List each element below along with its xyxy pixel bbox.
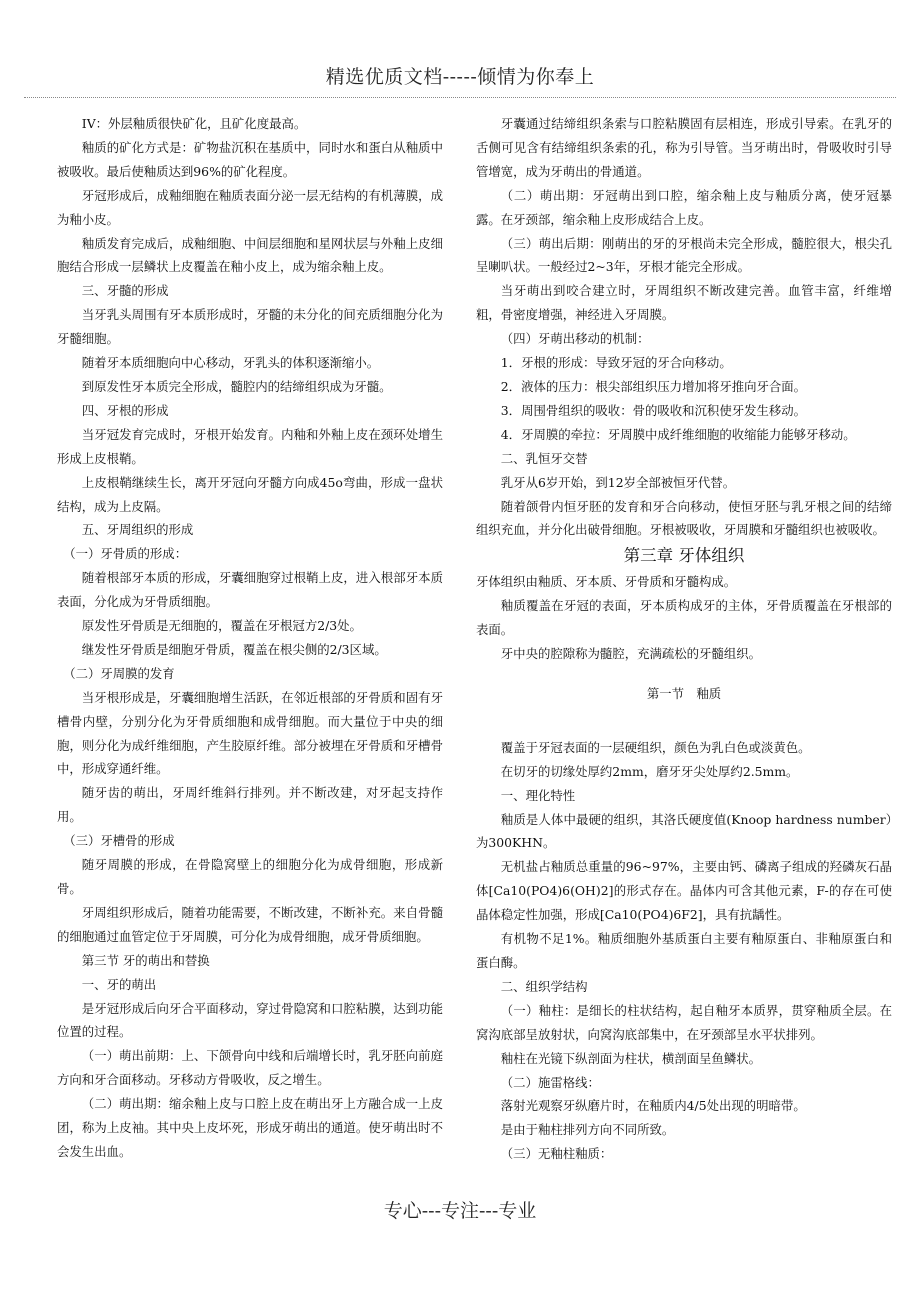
paragraph: 有机物不足1%。釉质细胞外基质蛋白主要有釉原蛋白、非釉原蛋白和蛋白酶。 bbox=[476, 931, 892, 970]
heading: 二、组织学结构 bbox=[500, 978, 588, 994]
subheading: （四）牙萌出移动的机制： bbox=[500, 331, 650, 347]
heading: 一、牙的萌出 bbox=[81, 976, 157, 992]
heading: 四、牙根的形成 bbox=[81, 402, 169, 418]
paragraph: 釉质的矿化方式是：矿物盐沉积在基质中，同时水和蛋白从釉质中被吸收。最后使釉质达到96%的矿化程度。 bbox=[57, 139, 443, 179]
paragraph: 釉质发育完成后，成釉细胞、中间层细胞和星网状层与外釉上皮细胞结合形成一层鳞状上皮覆盖在釉小皮上，成为缩余釉上皮。 bbox=[57, 235, 443, 275]
paragraph: 随着颌骨内恒牙胚的发育和牙合向移动，使恒牙胚与乳牙根之间的结缔组织充血，并分化出破骨细胞。牙根被吸收，牙周膜和牙髓组织也被吸收。 bbox=[476, 498, 892, 538]
paragraph: 覆盖于牙冠表面的一层硬组织，颜色为乳白色或淡黄色。 bbox=[500, 739, 811, 755]
heading: 三、牙髓的形成 bbox=[81, 283, 169, 299]
subheading: （一）牙骨质的形成： bbox=[63, 546, 188, 562]
paragraph: 继发性牙骨质是细胞牙骨质，覆盖在根尖侧的2/3区域。 bbox=[81, 641, 387, 657]
paragraph: 当牙冠发育完成时，牙根开始发育。内釉和外釉上皮在颈环处增生形成上皮根鞘。 bbox=[57, 426, 443, 466]
paragraph: （二）萌出期：缩余釉上皮与口腔上皮在萌出牙上方融合成一上皮团，称为上皮袖。其中央上皮坏死，形成牙萌出的通道。使牙萌出时不会发生出血。 bbox=[57, 1096, 443, 1159]
header-divider bbox=[24, 97, 896, 98]
page-header: 精选优质文档-----倾情为你奉上 bbox=[325, 66, 595, 88]
paragraph: 随着牙本质细胞向中心移动，牙乳头的体积逐渐缩小。 bbox=[81, 355, 380, 371]
paragraph: （三）萌出后期：刚萌出的牙的牙根尚未完全形成，髓腔很大，根尖孔呈喇叭状。一般经过2~3年，牙根才能完全形成。 bbox=[476, 235, 892, 275]
paragraph: 釉柱在光镜下纵剖面为柱状，横剖面呈鱼鳞状。 bbox=[500, 1050, 761, 1066]
paragraph: IV：外层釉质很快矿化，且矿化度最高。 bbox=[81, 116, 307, 131]
paragraph: 原发性牙骨质是无细胞的，覆盖在牙根冠方2/3处。 bbox=[81, 618, 362, 634]
paragraph: 牙囊通过结缔组织条索与口腔粘膜固有层相连，形成引导索。在乳牙的舌侧可见含有结缔组织条索的孔，称为引导管。当牙萌出时，骨吸收时引导管增宽，成为牙萌出的骨通道。 bbox=[476, 116, 892, 179]
list-item: 2．液体的压力：根尖部组织压力增加将牙推向牙合面。 bbox=[500, 378, 807, 394]
page-footer: 专心---专注---专业 bbox=[383, 1200, 537, 1222]
subheading: （二）牙周膜的发育 bbox=[63, 665, 175, 681]
paragraph: 釉质是人体中最硬的组织，其洛氏硬度值(Knoop hardness number）为300KHN。 bbox=[476, 811, 892, 851]
paragraph: （一）萌出前期：上、下颌骨向中线和后端增长时，乳牙胚向前庭方向和牙合面移动。牙移动方骨吸收，反之增生。 bbox=[57, 1048, 443, 1088]
chapter-title: 第三章 牙体组织 bbox=[623, 546, 745, 566]
right-column bbox=[476, 112, 892, 1166]
paragraph: 落射光观察牙纵磨片时，在釉质内4/5处出现的明暗带。 bbox=[500, 1098, 806, 1114]
paragraph: 牙周组织形成后，随着功能需要，不断改建，不断补充。来自骨髓的细胞通过血管定位于牙周膜，可分化为成骨细胞，成牙骨质细胞。 bbox=[57, 904, 443, 944]
paragraph: 无机盐占釉质总重量的96~97%，主要由钙、磷离子组成的羟磷灰石晶体[Ca10(PO4)6(OH)2]的形式存在。晶体内可含其他元素，F-的存在可使晶体稳定性加强，形成[Ca10(PO4)6F2]，具有抗龋性。 bbox=[476, 859, 892, 923]
paragraph: 随着根部牙本质的形成，牙囊细胞穿过根鞘上皮，进入根部牙本质表面，分化成为牙骨质细胞。 bbox=[57, 570, 443, 610]
subheading: （二）施雷格线： bbox=[500, 1074, 600, 1090]
paragraph: 随牙周膜的形成，在骨隐窝壁上的细胞分化为成骨细胞，形成新骨。 bbox=[57, 857, 443, 896]
list-item: 3．周围骨组织的吸收：骨的吸收和沉积使牙发生移动。 bbox=[500, 402, 807, 418]
section-heading: 第三节 牙的萌出和替换 bbox=[81, 952, 210, 968]
paragraph: 牙中央的腔隙称为髓腔，充满疏松的牙髓组织。 bbox=[500, 646, 761, 662]
paragraph: 是由于釉柱排列方向不同所致。 bbox=[500, 1122, 675, 1138]
paragraph: 乳牙从6岁开始，到12岁全部被恒牙代替。 bbox=[500, 474, 736, 490]
paragraph: 釉质覆盖在牙冠的表面，牙本质构成牙的主体，牙骨质覆盖在牙根部的表面。 bbox=[476, 598, 892, 638]
paragraph: （一）釉柱：是细长的柱状结构，起自釉牙本质界，贯穿釉质全层。在窝沟底部呈放射状，向窝沟底部集中，在牙颈部呈水平状排列。 bbox=[476, 1002, 892, 1042]
paragraph: 当牙乳头周围有牙本质形成时，牙髓的未分化的间充质细胞分化为牙髓细胞。 bbox=[57, 307, 443, 347]
paragraph: 上皮根鞘继续生长，离开牙冠向牙髓方向成45o弯曲，形成一盘状结构，成为上皮隔。 bbox=[57, 474, 443, 514]
paragraph: 牙冠形成后，成釉细胞在釉质表面分泌一层无结构的有机薄膜，成为釉小皮。 bbox=[57, 187, 443, 227]
list-item: 1．牙根的形成：导致牙冠的牙合向移动。 bbox=[500, 355, 732, 371]
paragraph: 在切牙的切缘处厚约2mm，磨牙牙尖处厚约2.5mm。 bbox=[500, 763, 799, 779]
heading: 一、理化特性 bbox=[500, 787, 576, 803]
paragraph: 牙体组织由釉质、牙本质、牙骨质和牙髓构成。 bbox=[476, 574, 737, 590]
heading: 二、乳恒牙交替 bbox=[500, 450, 588, 466]
paragraph: （二）萌出期：牙冠萌出到口腔，缩余釉上皮与釉质分离，使牙冠暴露。在牙颈部，缩余釉上皮形成结合上皮。 bbox=[476, 187, 892, 227]
paragraph: 是牙冠形成后向牙合平面移动，穿过骨隐窝和口腔粘膜，达到功能位置的过程。 bbox=[57, 1000, 443, 1040]
heading: 五、牙周组织的形成 bbox=[81, 522, 194, 538]
list-item: 4．牙周膜的牵拉：牙周膜中成纤维细胞的收缩能力能够牙移动。 bbox=[500, 426, 856, 442]
paragraph: 当牙萌出到咬合建立时，牙周组织不断改建完善。血管丰富，纤维增粗，骨密度增强，神经进入牙周膜。 bbox=[476, 283, 892, 323]
paragraph: 到原发性牙本质完全形成，髓腔内的结缔组织成为牙髓。 bbox=[81, 378, 392, 394]
section-title: 第一节 釉质 bbox=[646, 685, 722, 701]
subheading: （三）牙槽骨的形成 bbox=[63, 833, 175, 849]
paragraph: 随牙齿的萌出，牙周纤维斜行排列。并不断改建，对牙起支持作用。 bbox=[57, 785, 443, 825]
paragraph: 当牙根形成是，牙囊细胞增生活跃，在邻近根部的牙骨质和固有牙槽骨内壁，分别分化为牙骨质细胞和成骨细胞。而大量位于中央的细胞，则分化为成纤维细胞，产生胶原纤维。部分被埋在牙骨质和牙槽骨中，形成穿通纤维。 bbox=[57, 689, 443, 777]
left-column bbox=[57, 112, 443, 1164]
subheading: （三）无釉柱釉质： bbox=[500, 1146, 613, 1162]
